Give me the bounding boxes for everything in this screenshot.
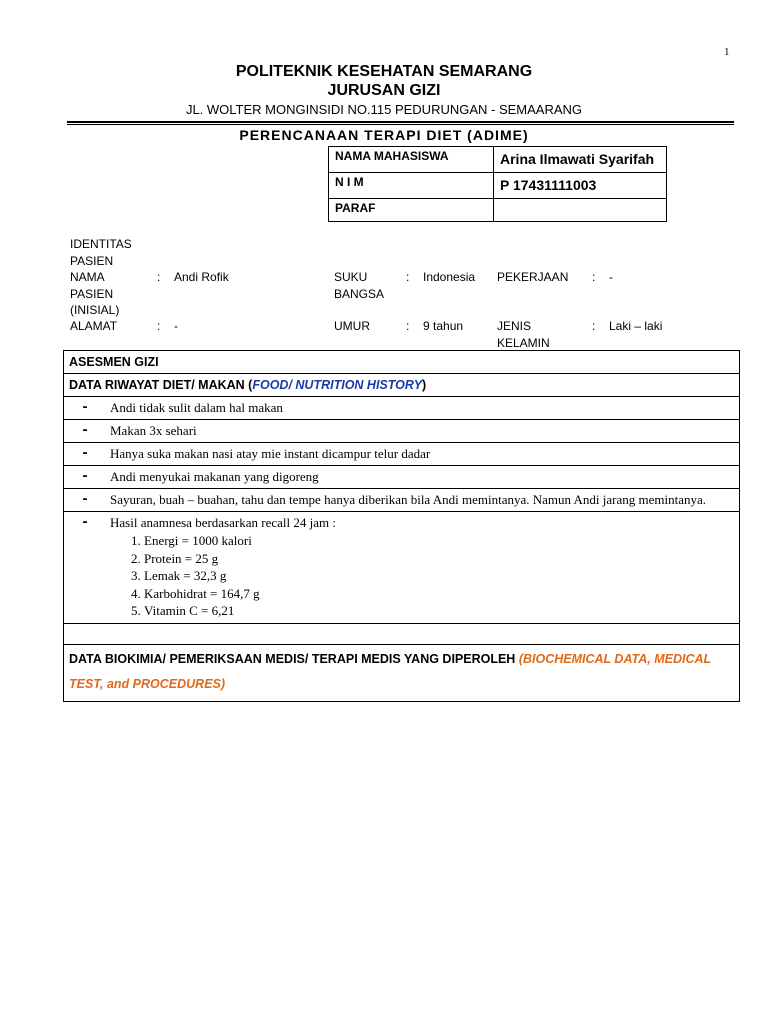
student-nim-label: N I M — [329, 173, 494, 199]
biochem-english: (BIOCHEMICAL DATA, MEDICAL TEST, and PROCEDURES) — [69, 651, 711, 691]
patient-address-label: ALAMAT — [70, 319, 118, 333]
diet-history-heading — [64, 374, 740, 397]
patient-section-label: IDENTITAS PASIEN — [70, 237, 132, 268]
recall-energy: 1. Energi = 1000 kalori — [144, 532, 735, 550]
student-name-value: Arina Ilmawati Syarifah — [494, 147, 667, 173]
patient-address-value: - — [174, 319, 178, 333]
patient-gender-colon: : — [592, 319, 596, 333]
assessment-table — [63, 350, 740, 702]
diet-history-row — [64, 374, 740, 397]
list-item-text: Andi tidak sulit dalam hal makan — [106, 397, 740, 420]
patient-name-colon: : — [157, 270, 161, 284]
recall-protein: 2. Protein = 25 g — [144, 550, 735, 568]
diet-history-english: FOOD/ NUTRITION HISTORY — [252, 378, 423, 392]
list-item — [64, 420, 740, 443]
student-paraf-row — [329, 199, 667, 222]
student-paraf-value — [494, 199, 667, 222]
list-bullet: - — [64, 443, 107, 466]
list-bullet: - — [64, 397, 107, 420]
student-nim-value: P 17431111003 — [494, 173, 667, 199]
recall-fat: 3. Lemak = 32,3 g — [144, 567, 735, 585]
patient-ethnic-colon: : — [406, 270, 410, 284]
header-divider-thin — [67, 124, 734, 125]
assessment-title: ASESMEN GIZI — [64, 351, 740, 374]
recall-content — [106, 512, 740, 624]
diet-history-suffix: ) — [422, 378, 427, 392]
assessment-title-row — [64, 351, 740, 374]
student-name-label: NAMA MAHASISWA — [329, 147, 494, 173]
student-name-row — [329, 147, 667, 173]
biochem-heading — [64, 644, 740, 701]
list-item — [64, 466, 740, 489]
document-title: PERENCANAAN TERAPI DIET (ADIME) — [239, 127, 529, 143]
list-bullet: - — [64, 420, 107, 443]
patient-ethnic-value: Indonesia — [423, 270, 476, 284]
patient-age-colon: : — [406, 319, 410, 333]
patient-job-colon: : — [592, 270, 596, 284]
student-paraf-label: PARAF — [329, 199, 494, 222]
list-item-text: Makan 3x sehari — [106, 420, 740, 443]
recall-item — [64, 512, 740, 624]
header-divider-thick — [67, 121, 734, 123]
patient-gender-value: Laki – laki — [609, 319, 663, 333]
patient-age-value: 9 tahun — [423, 319, 464, 333]
patient-age-label: UMUR — [334, 319, 370, 333]
page-number: 1 — [724, 46, 730, 58]
institution-title: POLITEKNIK KESEHATAN SEMARANG — [235, 63, 533, 80]
student-info-table — [328, 146, 667, 222]
recall-list — [110, 532, 735, 620]
biochem-row — [64, 644, 740, 701]
recall-intro: Hasil anamnesa berdasarkan recall 24 jam : — [110, 515, 336, 530]
patient-name-value: Andi Rofik — [174, 270, 229, 284]
patient-name-label: NAMA PASIEN (INISIAL) — [70, 270, 120, 317]
list-item-text: Sayuran, buah – buahan, tahu dan tempe hanya diberikan bila Andi memintanya. Namun Andi jarang memintanya. — [106, 489, 740, 512]
list-item — [64, 489, 740, 512]
patient-gender-label: JENIS KELAMIN — [497, 319, 550, 350]
student-nim-row — [329, 173, 667, 199]
list-bullet: - — [64, 489, 107, 512]
biochem-prefix: DATA BIOKIMIA/ PEMERIKSAAN MEDIS/ TERAPI MEDIS YANG DIPEROLEH — [69, 651, 519, 666]
department-title: JURUSAN GIZI — [327, 82, 441, 99]
list-item-text: Andi menyukai makanan yang digoreng — [106, 466, 740, 489]
patient-ethnic-label: SUKU BANGSA — [334, 270, 385, 301]
patient-job-value: - — [609, 270, 613, 284]
list-item-text: Hanya suka makan nasi atay mie instant dicampur telur dadar — [106, 443, 740, 466]
list-item — [64, 397, 740, 420]
list-bullet: - — [64, 466, 107, 489]
patient-job-label: PEKERJAAN — [497, 270, 569, 284]
recall-vitamin-c: 5. Vitamin C = 6,21 — [144, 602, 735, 620]
list-item — [64, 443, 740, 466]
recall-carbohydrate: 4. Karbohidrat = 164,7 g — [144, 585, 735, 603]
empty-row — [64, 623, 740, 644]
empty-cell — [64, 623, 740, 644]
patient-address-colon: : — [157, 319, 161, 333]
institution-address: JL. WOLTER MONGINSIDI NO.115 PEDURUNGAN - SEMAARANG — [185, 102, 583, 117]
diet-history-prefix: DATA RIWAYAT DIET/ MAKAN ( — [69, 378, 253, 392]
list-bullet: - — [64, 512, 107, 624]
